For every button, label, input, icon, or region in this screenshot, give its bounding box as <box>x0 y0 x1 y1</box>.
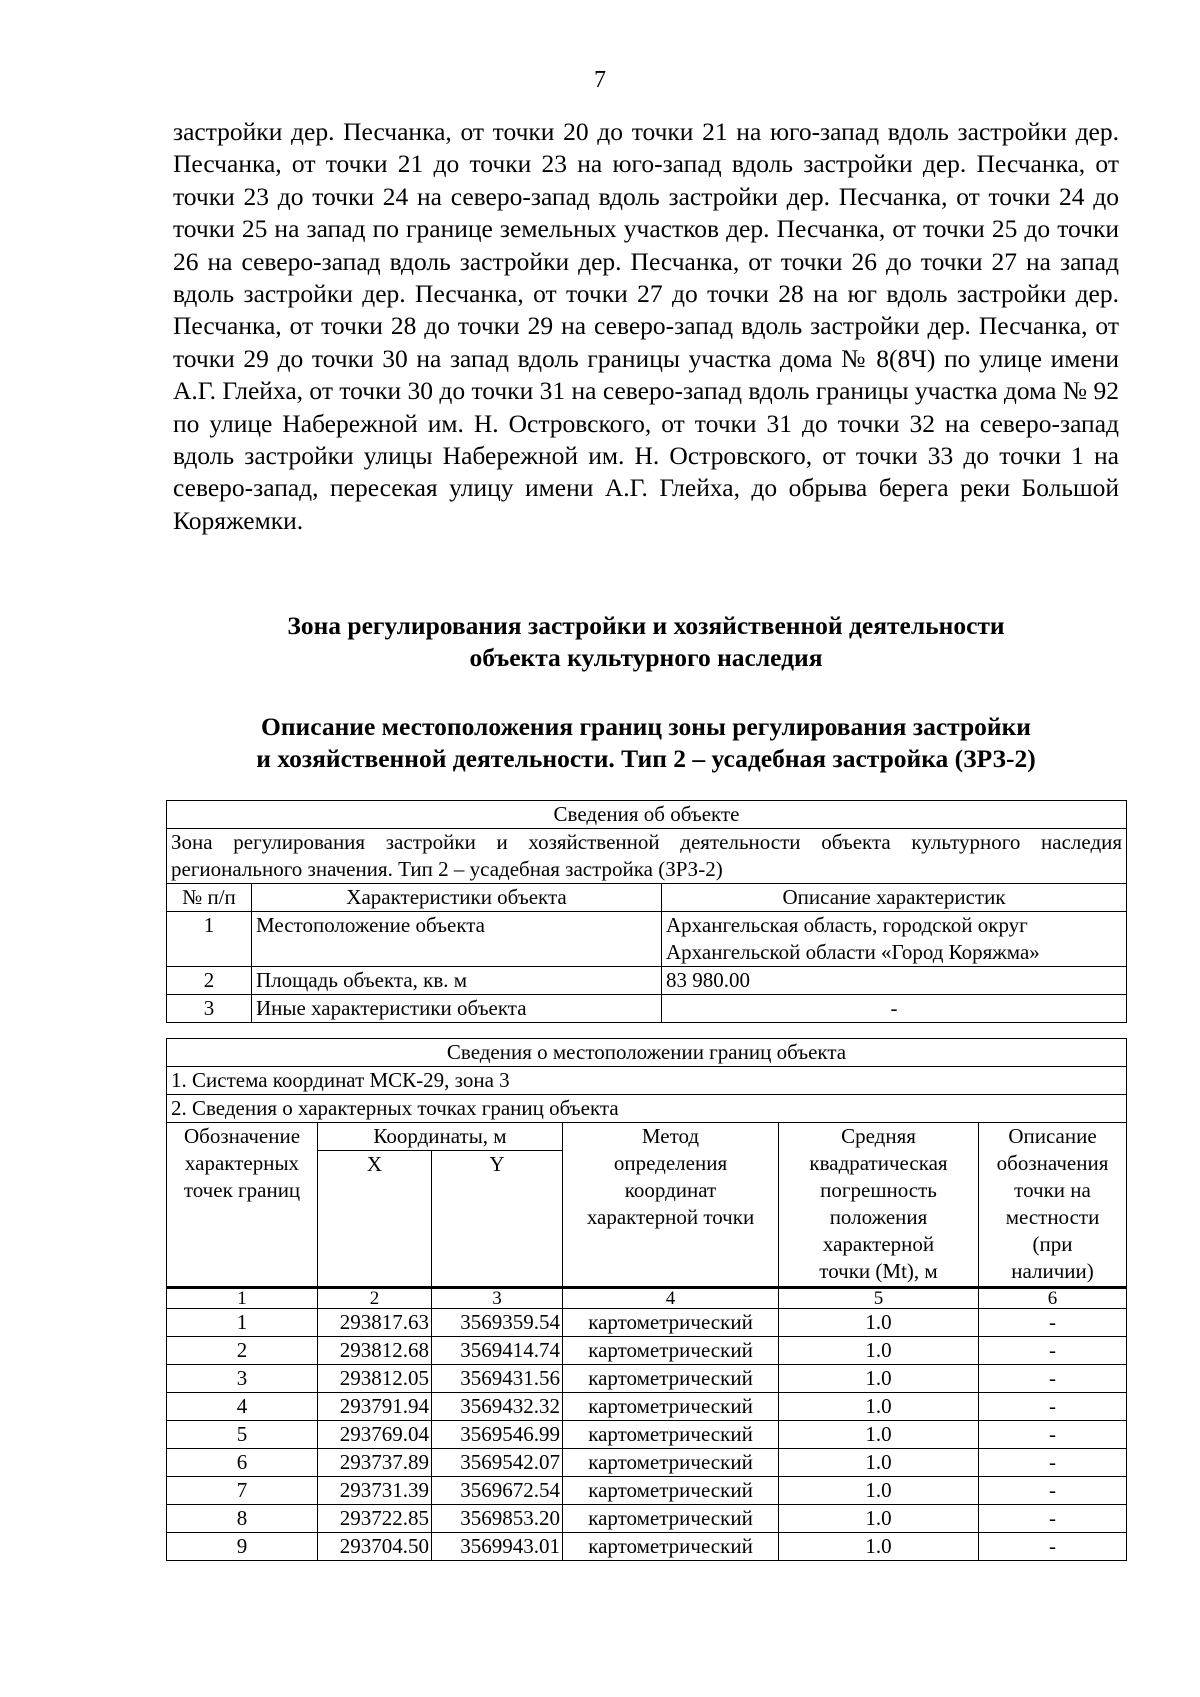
table-header-row <box>167 884 1127 912</box>
point-description: - <box>979 1533 1127 1561</box>
table-row <box>167 1067 1127 1095</box>
header-method <box>563 1123 779 1288</box>
row-description-line2: Архангельской области «Город Коряжма» <box>666 940 1040 964</box>
point-x: 293704.50 <box>318 1533 432 1561</box>
table-row <box>167 1309 1127 1337</box>
object-table-subtitle: Зона регулирования застройки и хозяйственной деятельности объекта культурного наследия регионального значения. Тип 2 – усадебная застройка (ЗРЗ-2) <box>167 829 1127 884</box>
point-method: картометрический <box>563 1477 779 1505</box>
table-row <box>167 1095 1127 1123</box>
table-row <box>167 1477 1127 1505</box>
column-number: 2 <box>318 1288 432 1309</box>
row-number: 2 <box>167 967 252 995</box>
point-x: 293737.89 <box>318 1449 432 1477</box>
point-y: 3569853.20 <box>432 1505 563 1533</box>
point-label: 2 <box>167 1337 318 1365</box>
point-description: - <box>979 1505 1127 1533</box>
header-method-line1: Метод <box>641 1124 700 1148</box>
column-number: 3 <box>432 1288 563 1309</box>
header-desc-line1: Описание <box>1008 1124 1097 1148</box>
header-desc-line2: обозначения <box>996 1151 1109 1175</box>
header-error-line5: характерной <box>822 1232 935 1256</box>
header-method-line3: координат <box>624 1178 717 1202</box>
description-heading-line2: и хозяйственной деятельности. Тип 2 – усадебная застройка (ЗРЗ-2) <box>256 744 1036 774</box>
header-number: № п/п <box>167 884 252 912</box>
table-row <box>167 801 1127 829</box>
point-label: 5 <box>167 1421 318 1449</box>
description-heading-line1: Описание местоположения границ зоны регулирования застройки <box>260 712 1031 741</box>
point-label: 3 <box>167 1365 318 1393</box>
header-error-line4: положения <box>829 1205 928 1229</box>
header-description: Описание характеристик <box>662 884 1127 912</box>
header-desc-line6: наличии) <box>1011 1259 1094 1283</box>
point-description: - <box>979 1449 1127 1477</box>
table-row <box>167 1505 1127 1533</box>
point-label: 9 <box>167 1533 318 1561</box>
points-body <box>167 1309 1127 1561</box>
point-y: 3569359.54 <box>432 1309 563 1337</box>
column-number: 6 <box>979 1288 1127 1309</box>
point-x: 293722.85 <box>318 1505 432 1533</box>
header-method-line2: определения <box>613 1151 728 1175</box>
point-y: 3569432.32 <box>432 1393 563 1421</box>
point-method: картометрический <box>563 1309 779 1337</box>
table-header-row <box>167 1123 1127 1151</box>
column-number-row <box>167 1288 1127 1309</box>
point-error: 1.0 <box>779 1533 979 1561</box>
point-y: 3569672.54 <box>432 1477 563 1505</box>
table-row <box>167 1533 1127 1561</box>
header-x: X <box>318 1151 432 1288</box>
point-y: 3569414.74 <box>432 1337 563 1365</box>
point-description: - <box>979 1393 1127 1421</box>
header-error-line2: квадратическая <box>809 1151 948 1175</box>
header-error <box>779 1123 979 1288</box>
point-y: 3569542.07 <box>432 1449 563 1477</box>
row-description-line1: Архангельская область, городской округ <box>666 913 1028 937</box>
point-description: - <box>979 1337 1127 1365</box>
table-row <box>167 1365 1127 1393</box>
row-description: - <box>662 995 1127 1023</box>
point-error: 1.0 <box>779 1421 979 1449</box>
point-description: - <box>979 1477 1127 1505</box>
object-info-table <box>166 800 1127 1023</box>
point-y: 3569943.01 <box>432 1533 563 1561</box>
header-point-line1: Обозначение <box>183 1124 301 1148</box>
point-description: - <box>979 1309 1127 1337</box>
point-y: 3569546.99 <box>432 1421 563 1449</box>
coordinate-system: 1. Система координат МСК-29, зона 3 <box>167 1067 1127 1095</box>
point-x: 293791.94 <box>318 1393 432 1421</box>
zone-heading-line2: объекта культурного наследия <box>469 643 823 673</box>
point-error: 1.0 <box>779 1477 979 1505</box>
point-label: 8 <box>167 1505 318 1533</box>
point-label: 7 <box>167 1477 318 1505</box>
point-x: 293769.04 <box>318 1421 432 1449</box>
header-point-line3: точек границ <box>183 1178 301 1202</box>
point-error: 1.0 <box>779 1309 979 1337</box>
point-error: 1.0 <box>779 1337 979 1365</box>
point-method: картометрический <box>563 1393 779 1421</box>
object-table-title: Сведения об объекте <box>167 801 1127 829</box>
table-row <box>167 829 1127 884</box>
point-label: 4 <box>167 1393 318 1421</box>
point-method: картометрический <box>563 1365 779 1393</box>
point-error: 1.0 <box>779 1365 979 1393</box>
point-method: картометрический <box>563 1533 779 1561</box>
row-characteristic: Площадь объекта, кв. м <box>252 967 662 995</box>
point-description: - <box>979 1365 1127 1393</box>
header-y: Y <box>432 1151 563 1288</box>
zone-heading-line1: Зона регулирования застройки и хозяйственной деятельности <box>287 611 1005 640</box>
point-label: 1 <box>167 1309 318 1337</box>
points-section-title: 2. Сведения о характерных точках границ объекта <box>167 1095 1127 1123</box>
table-row <box>167 1421 1127 1449</box>
point-x: 293817.63 <box>318 1309 432 1337</box>
header-coordinates: Координаты, м <box>318 1123 563 1151</box>
header-error-line6: точки (Mt), м <box>819 1259 938 1283</box>
point-error: 1.0 <box>779 1449 979 1477</box>
column-number: 5 <box>779 1288 979 1309</box>
intro-paragraph: застройки дер. Песчанка, от точки 20 до точки 21 на юго-запад вдоль застройки дер. Песчанка, от точки 21 до точки 23 на юго-запад вдоль застройки дер. Песчанка, от точки 23 до точки 24 на северо-запад вдоль застройки дер. Песчанка, от точки 24 до точки 25 на запад по границе земельных участков дер. Песчанка, от точки 25 до точки 26 на северо-запад вдоль застройки дер. Песчанка, от точки 26 до точки 27 на запад вдоль застройки дер. Песчанка, от точки 27 до точки 28 на юг вдоль застройки дер. Песчанка, от точки 28 до точки 29 на северо-запад вдоль застройки дер. Песчанка, от точки 29 до точки 30 на запад вдоль границы участка дома № 8(8Ч) по улице имени А.Г. Глейха, от точки 30 до точки 31 на северо-запад вдоль границы участка дома № 92 по улице Набережной им. Н. Островского, от точки 31 до точки 32 на северо-запад вдоль застройки улицы Набережной им. Н. Островского, от точки 33 до точки 1 на северо-запад, пересекая улицу имени А.Г. Глейха, до обрыва берега реки Большой Коряжемки. <box>173 117 1119 535</box>
table-row <box>167 1393 1127 1421</box>
point-x: 293731.39 <box>318 1477 432 1505</box>
point-x: 293812.68 <box>318 1337 432 1365</box>
point-error: 1.0 <box>779 1393 979 1421</box>
boundary-table-title: Сведения о местоположении границ объекта <box>167 1039 1127 1067</box>
row-number: 3 <box>167 995 252 1023</box>
point-method: картометрический <box>563 1421 779 1449</box>
row-characteristic: Местоположение объекта <box>252 912 662 967</box>
point-method: картометрический <box>563 1449 779 1477</box>
header-point <box>167 1123 318 1288</box>
row-description <box>662 912 1127 967</box>
row-description: 83 980.00 <box>662 967 1127 995</box>
point-x: 293812.05 <box>318 1365 432 1393</box>
table-row <box>167 1039 1127 1067</box>
header-point-description <box>979 1123 1127 1288</box>
point-method: картометрический <box>563 1505 779 1533</box>
table-row <box>167 967 1127 995</box>
header-error-line1: Средняя <box>841 1124 916 1148</box>
page-number: 7 <box>594 67 606 93</box>
boundary-points-table <box>166 1038 1127 1561</box>
column-number: 1 <box>167 1288 318 1309</box>
table-row <box>167 1337 1127 1365</box>
header-point-line2: характерных <box>184 1151 300 1175</box>
column-number: 4 <box>563 1288 779 1309</box>
point-description: - <box>979 1421 1127 1449</box>
point-error: 1.0 <box>779 1505 979 1533</box>
table-row <box>167 1449 1127 1477</box>
header-method-line4: характерной точки <box>586 1205 755 1229</box>
point-method: картометрический <box>563 1337 779 1365</box>
row-number: 1 <box>167 912 252 967</box>
header-error-line3: погрешность <box>820 1178 937 1202</box>
description-heading <box>173 711 1119 776</box>
point-y: 3569431.56 <box>432 1365 563 1393</box>
zone-heading <box>173 610 1119 675</box>
table-row <box>167 995 1127 1023</box>
header-desc-line3: точки на <box>1014 1178 1091 1202</box>
header-desc-line5: (при <box>1032 1232 1073 1256</box>
header-characteristics: Характеристики объекта <box>252 884 662 912</box>
row-characteristic: Иные характеристики объекта <box>252 995 662 1023</box>
header-desc-line4: местности <box>1005 1205 1100 1229</box>
table-row <box>167 912 1127 967</box>
point-label: 6 <box>167 1449 318 1477</box>
